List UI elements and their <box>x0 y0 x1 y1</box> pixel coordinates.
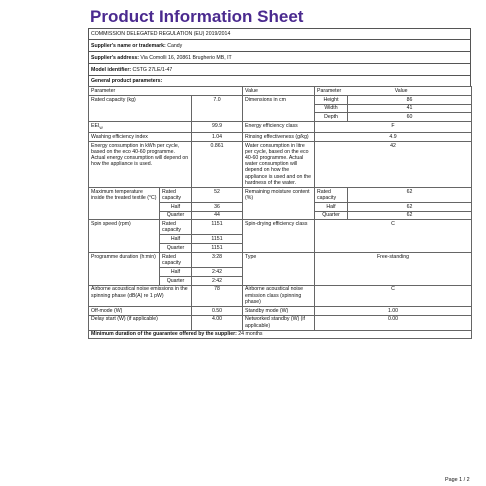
table-row <box>89 285 472 306</box>
networked-standby-label: Networked standby (W) (if applicable) <box>243 315 315 330</box>
spin-class-label: Spin-drying efficiency class <box>243 220 315 253</box>
type-value: Free-standing <box>315 253 472 286</box>
max-temp-quarter: 44 <box>192 211 243 220</box>
table-row <box>89 306 472 315</box>
off-mode-value: 0.50 <box>192 306 243 315</box>
delay-start-value: 4.00 <box>192 315 243 330</box>
standby-label: Standby mode (W) <box>243 306 315 315</box>
supplier-address-label: Supplier's address: <box>91 54 139 61</box>
spin-rated: 1151 <box>192 220 243 235</box>
depth-value: 60 <box>348 113 472 122</box>
model-label: Model identifier: <box>91 66 132 73</box>
regulation-text: COMMISSION DELEGATED REGULATION (EU) 2019/2014 <box>91 31 231 37</box>
eei-label <box>89 122 192 133</box>
washing-index-value: 1.04 <box>192 133 243 142</box>
general-parameters-bar <box>88 75 471 86</box>
max-temp-half-label: Half <box>160 202 192 211</box>
duration-rated-label: Rated capacity <box>160 253 192 268</box>
guarantee-label: Minimum duration of the guarantee offered by the supplier: <box>91 331 237 338</box>
dimensions-label: Dimensions in cm <box>243 95 315 121</box>
table-row <box>89 133 472 142</box>
energy-class-label: Energy efficiency class <box>243 122 315 133</box>
page-number: Page 1 / 2 <box>445 477 470 483</box>
table-row <box>89 122 472 133</box>
max-temp-label: Maximum temperature inside the treated textile (°C) <box>89 187 160 220</box>
rated-capacity-label: Rated capacity (kg) <box>89 95 192 121</box>
rinsing-label: Rinsing effectiveness (g/kg) <box>243 133 315 142</box>
moisture-rated: 62 <box>348 187 472 202</box>
header-parameter-left: Parameter <box>89 87 243 96</box>
supplier-name-bar <box>88 39 471 51</box>
table-row <box>89 141 472 187</box>
table-row <box>89 220 472 235</box>
spin-quarter: 1151 <box>192 244 243 253</box>
page-title: Product Information Sheet <box>90 7 304 26</box>
model-bar <box>88 63 471 75</box>
spin-class-value: C <box>315 220 472 253</box>
washing-index-label: Washing efficiency index <box>89 133 192 142</box>
spin-half-label: Half <box>160 235 192 244</box>
supplier-name-label: Supplier's name or trademark: <box>91 42 166 49</box>
width-label: Width <box>315 104 348 113</box>
table-row <box>89 315 472 330</box>
supplier-name: Candy <box>167 42 183 49</box>
header-parameter-right-text: Parameter <box>317 87 342 94</box>
supplier-address: Via Comolli 16, 20861 Brugherio MB, IT <box>140 54 232 61</box>
table-row <box>89 253 472 268</box>
regulation-bar <box>88 28 471 39</box>
networked-standby-value: 0.00 <box>315 315 472 330</box>
eei-label-text: EEI <box>91 122 100 129</box>
table-row <box>89 187 472 202</box>
noise-value: 78 <box>192 285 243 306</box>
moisture-quarter-label: Quarter <box>315 211 348 220</box>
max-temp-rated: 52 <box>192 187 243 202</box>
depth-label: Depth <box>315 113 348 122</box>
product-information-sheet <box>88 6 471 339</box>
spin-speed-label: Spin speed (rpm) <box>89 220 160 253</box>
moisture-label: Remaining moisture content (%) <box>243 187 315 220</box>
energy-consumption-value: 0.861 <box>192 141 243 187</box>
max-temp-half: 36 <box>192 202 243 211</box>
general-parameters-label: General product parameters: <box>91 78 163 84</box>
header-parameter-right <box>315 87 472 96</box>
max-temp-rated-label: Rated capacity <box>160 187 192 202</box>
duration-half: 2:42 <box>192 268 243 277</box>
height-label: Height <box>315 95 348 104</box>
header-value-left: Value <box>243 87 315 96</box>
noise-class-value: C <box>315 285 472 306</box>
duration-label: Programme duration (h:min) <box>89 253 160 286</box>
moisture-rated-label: Rated capacity <box>315 187 348 202</box>
model-identifier: CSTG 27LE/1-47 <box>132 66 173 73</box>
supplier-address-bar <box>88 51 471 63</box>
duration-quarter-label: Quarter <box>160 276 192 285</box>
width-value: 41 <box>348 104 472 113</box>
duration-rated: 3:28 <box>192 253 243 268</box>
eei-label-subscript: W <box>99 126 103 131</box>
header-value-right: Value <box>394 87 408 94</box>
max-temp-quarter-label: Quarter <box>160 211 192 220</box>
spin-rated-label: Rated capacity <box>160 220 192 235</box>
parameters-table <box>88 86 472 339</box>
spin-quarter-label: Quarter <box>160 244 192 253</box>
noise-class-label: Airborne acoustical noise emission class (spinning phase) <box>243 285 315 306</box>
table-header-row <box>89 87 472 96</box>
energy-class-value: F <box>315 122 472 133</box>
delay-start-label: Delay start (W) (if applicable) <box>89 315 192 330</box>
noise-label: Airborne acoustical noise emissions in the spinning phase (dB(A) re 1 pW) <box>89 285 192 306</box>
guarantee-row <box>89 330 472 339</box>
moisture-half: 62 <box>348 202 472 211</box>
standby-value: 1.00 <box>315 306 472 315</box>
height-value: 86 <box>348 95 472 104</box>
duration-half-label: Half <box>160 268 192 277</box>
duration-quarter: 2:42 <box>192 276 243 285</box>
water-consumption-label: Water consumption in litre per cycle, based on the eco 40-60 programme. Actual water consumption will depend on how the appliance is used and on the hardness of the water. <box>243 141 315 187</box>
spin-half: 1151 <box>192 235 243 244</box>
type-label: Type <box>243 253 315 286</box>
water-consumption-value: 42 <box>315 141 472 187</box>
rated-capacity-value: 7.0 <box>192 95 243 121</box>
off-mode-label: Off-mode (W) <box>89 306 192 315</box>
rinsing-value: 4.9 <box>315 133 472 142</box>
moisture-half-label: Half <box>315 202 348 211</box>
table-row <box>89 330 472 339</box>
moisture-quarter: 62 <box>348 211 472 220</box>
eei-value: 99.9 <box>192 122 243 133</box>
table-row <box>89 95 472 104</box>
guarantee-value: 24 months <box>238 331 263 338</box>
energy-consumption-label: Energy consumption in kWh per cycle, based on the eco 40-60 programme. Actual energy consumption will depend on how the appliance is used. <box>89 141 192 187</box>
